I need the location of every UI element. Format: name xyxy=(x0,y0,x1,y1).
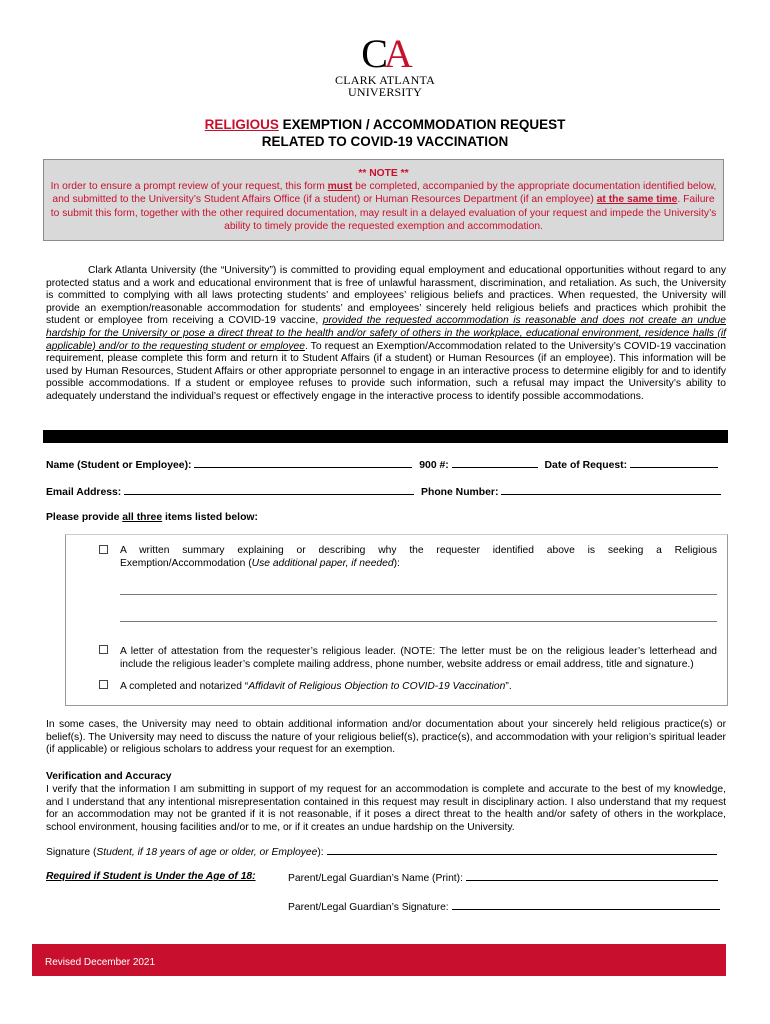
email-field[interactable] xyxy=(124,485,414,495)
id-label: 900 #: xyxy=(419,460,449,471)
guardian-name-label: Parent/Legal Guardian’s Name (Print): xyxy=(288,873,463,884)
logo-name-line1: CLARK ATLANTA xyxy=(335,73,435,87)
phone-field[interactable] xyxy=(501,485,721,495)
form-title-line1: RELIGIOUS EXEMPTION / ACCOMMODATION REQUEST xyxy=(204,117,566,132)
guardian-required-note: Required if Student is Under the Age of 18: xyxy=(46,871,256,882)
section-divider-bar xyxy=(43,430,728,443)
email-label: Email Address: xyxy=(46,487,122,498)
logo-monogram: CA xyxy=(361,31,409,76)
additional-info-paragraph: In some cases, the University may need to obtain additional information and/or documentation about your sincerely held religious practice(s) or belief(s). The University may need to discuss the nature of your religious belief(s), practice(s), and accommodation with your religion’s spiritual leader (if applicable) or religious scholars to address your request for an exemption. xyxy=(46,719,726,756)
item3-text: A completed and notarized “Affidavit of Religious Objection to COVID-19 Vaccination”. xyxy=(120,681,512,692)
name-id-date-row xyxy=(46,458,726,471)
phone-label: Phone Number: xyxy=(421,487,499,498)
university-logo xyxy=(330,31,440,99)
item3-checkbox[interactable] xyxy=(99,680,108,689)
signature-row xyxy=(46,845,717,858)
id-field[interactable] xyxy=(452,458,538,468)
guardian-signature-field[interactable] xyxy=(452,900,720,910)
guardian-signature-row xyxy=(288,900,720,913)
date-field[interactable] xyxy=(630,458,718,468)
date-label: Date of Request: xyxy=(544,460,628,471)
email-phone-row xyxy=(46,485,726,498)
name-field[interactable] xyxy=(194,458,412,468)
verification-title: Verification and Accuracy xyxy=(46,771,172,782)
form-title-line2: RELATED TO COVID-19 VACCINATION xyxy=(261,134,509,149)
guardian-name-row xyxy=(288,871,718,884)
footer-bar xyxy=(32,944,726,976)
signature-label: Signature (Student, if 18 years of age or older, or Employee): xyxy=(46,847,324,858)
provide-instructions: Please provide all three items listed below: xyxy=(46,512,258,523)
signature-field[interactable] xyxy=(327,845,717,855)
note-box xyxy=(43,159,724,241)
note-heading: ** NOTE ** xyxy=(358,168,409,179)
item1-answer-line-2[interactable] xyxy=(120,621,717,622)
name-label: Name (Student or Employee): xyxy=(46,460,192,471)
revised-date: Revised December 2021 xyxy=(45,957,156,968)
item1-checkbox[interactable] xyxy=(99,545,108,554)
guardian-signature-label: Parent/Legal Guardian’s Signature: xyxy=(288,902,449,913)
guardian-name-field[interactable] xyxy=(466,871,718,881)
note-text: In order to ensure a prompt review of your request, this form must be completed, accompanied by the appropriate documentation identified below, and submitted to the University’s Student Affairs Office (if a student) or Human Resources Department (if an employee) at the same time. Failure to submit this form, together with the other required documentation, may result in a delayed evaluation of your request and impede the University’s ability to timely provide the requested exemption and accommodation. xyxy=(50,181,717,232)
item2-checkbox[interactable] xyxy=(99,645,108,654)
item1-answer-line-1[interactable] xyxy=(120,594,717,595)
logo-name-line2: UNIVERSITY xyxy=(348,85,422,99)
intro-paragraph: Clark Atlanta University (the “University”) is committed to providing equal employment and educational opportunities without regard to any protected status and a work and educational environment that is free of unlawful harassment, discrimination, and retaliation. As such, the University is committed to complying with all laws protecting students’ and employees’ religious beliefs and practices. When requested, the University will provide an exemption/reasonable accommodation for students’ and employees’ sincerely held religious beliefs and practices which prohibit the student or employee from receiving a COVID-19 vaccine, provided the requested accommodation is reasonable and does not create an undue hardship for the University or pose a direct threat to the health and/or safety of others in the workplace, educational environment, residence halls (if applicable) and/or to the requesting student or employee. To request an Exemption/Accommodation related to the University’s COVID-19 vaccination requirement, please complete this form and return it to Student Affairs (if a student) or Human Resources (if an employee). This information will be used by Human Resources, Student Affairs or other appropriate personnel to engage in an interactive process to determine eligibly for and to identify possible accommodations. If a student or employee refuses to provide such information, such a refusal may impact the University’s ability to adequately understand the individual’s request or effectively engage in the interactive process to identify possible accommodations. xyxy=(46,265,726,402)
item2-text: A letter of attestation from the requester’s religious leader. (NOTE: The letter must be on the religious leader’s letterhead and include the religious leader’s complete mailing address, phone number, website address or email address, title and signature.) xyxy=(120,646,717,670)
item1-text: A written summary explaining or describing why the requester identified above is seeking a Religious Exemption/Accommodation (Use additional paper, if needed): xyxy=(120,545,717,569)
verification-text: I verify that the information I am submitting in support of my request for an accommodation is complete and accurate to the best of my knowledge, and I understand that any intentional misrepresentation contained in this request may result in disciplinary action. I also understand that my request for an accommodation may not be granted if it is not reasonable, if it poses a direct threat to the health and/or safety of others in the workplace, school environment, housing facilities and/or to me, or if it creates an undue hardship on the University. xyxy=(46,784,726,833)
